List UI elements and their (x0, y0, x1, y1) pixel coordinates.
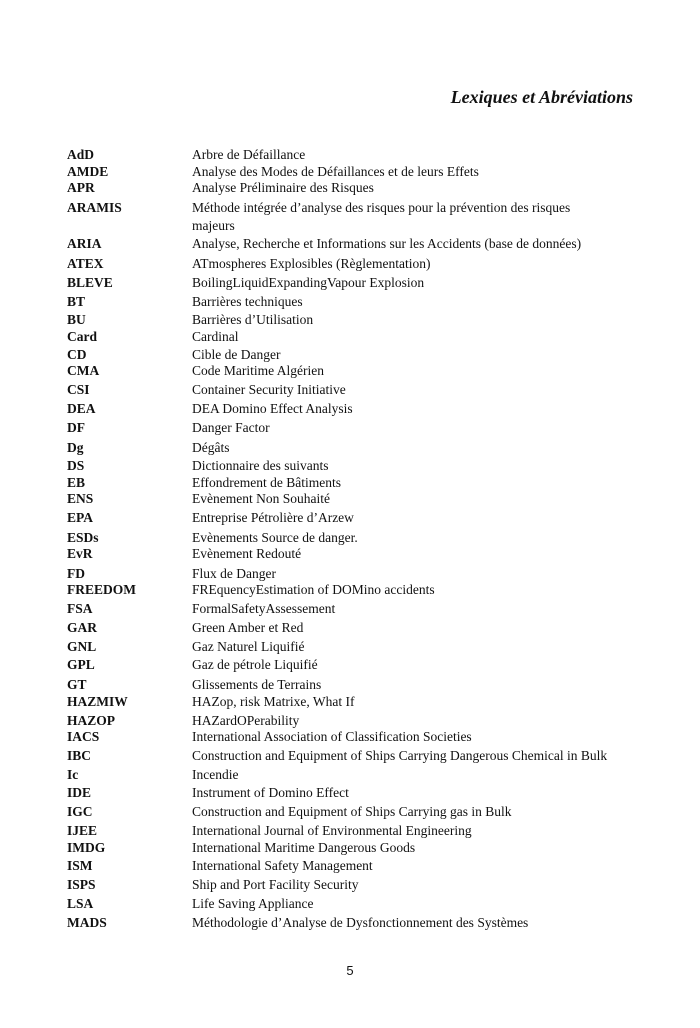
definition: Green Amber et Red (192, 620, 304, 635)
definition: HAZop, risk Matrixe, What If (192, 694, 355, 709)
definition: Evènements Source de danger. (192, 530, 358, 545)
list-item (67, 803, 647, 821)
abbreviation: Dg (67, 440, 84, 455)
definition: HAZardOPerability (192, 713, 300, 728)
list-item (67, 619, 647, 637)
abbreviation: ESDs (67, 530, 99, 545)
abbreviation: BLEVE (67, 275, 113, 290)
abbreviation: FD (67, 566, 85, 581)
abbreviation: DS (67, 458, 85, 473)
definition: FREquencyEstimation of DOMino accidents (192, 582, 435, 597)
abbreviation: HAZOP (67, 713, 116, 728)
definition: DEA Domino Effect Analysis (192, 401, 353, 416)
list-item (67, 400, 647, 418)
list-item (67, 728, 647, 746)
list-item (67, 328, 647, 346)
list-item (67, 179, 647, 197)
abbreviation: AMDE (67, 164, 109, 179)
list-item (67, 255, 647, 273)
list-item (67, 235, 647, 253)
list-item (67, 457, 647, 475)
definition: Cible de Danger (192, 347, 281, 362)
list-item (67, 439, 647, 457)
definition: Barrières d’Utilisation (192, 312, 314, 327)
definition: Container Security Initiative (192, 382, 346, 397)
list-item (67, 581, 647, 599)
abbreviation: ISM (67, 858, 93, 873)
list-item (67, 914, 647, 932)
definition: Instrument of Domino Effect (192, 785, 349, 800)
definition: FormalSafetyAssessement (192, 601, 336, 616)
abbreviation: IMDG (67, 840, 106, 855)
abbreviation: EvR (67, 546, 93, 561)
list-item (67, 600, 647, 618)
list-item (67, 876, 647, 894)
abbreviation: GPL (67, 657, 95, 672)
abbreviation: APR (67, 180, 95, 195)
list-item (67, 839, 647, 857)
list-item (67, 509, 647, 527)
list-item (67, 895, 647, 913)
definition: Analyse des Modes de Défaillances et de leurs Effets (192, 164, 479, 179)
list-item (67, 747, 647, 765)
definition: Analyse, Recherche et Informations sur les Accidents (base de données) (192, 236, 582, 251)
abbreviation: CMA (67, 363, 100, 378)
abbreviation: AdD (67, 147, 95, 162)
abbreviation: EB (67, 475, 86, 490)
abbreviation: Ic (67, 767, 79, 782)
list-item (67, 766, 647, 784)
definition: Dictionnaire des suivants (192, 458, 329, 473)
definition: Code Maritime Algérien (192, 363, 324, 378)
list-item (67, 490, 647, 508)
abbreviation: DF (67, 420, 85, 435)
abbreviation: IACS (67, 729, 100, 744)
definition: International Safety Management (192, 858, 373, 873)
page-number: 5 (346, 963, 354, 978)
definition: Entreprise Pétrolière d’Arzew (192, 510, 354, 525)
list-item (67, 656, 647, 674)
definition: Analyse Préliminaire des Risques (192, 180, 374, 195)
definition: Barrières techniques (192, 294, 303, 309)
list-item (67, 362, 647, 380)
definition: Danger Factor (192, 420, 270, 435)
definition: Evènement Redouté (192, 546, 302, 561)
definition: Méthodologie d’Analyse de Dysfonctionnement des Systèmes (192, 915, 529, 930)
definition: Gaz Naturel Liquifié (192, 639, 305, 654)
list-item (67, 146, 647, 164)
definition: Construction and Equipment of Ships Carrying gas in Bulk (192, 804, 512, 819)
list-item (67, 311, 647, 329)
abbreviation: EPA (67, 510, 93, 525)
abbreviation: CSI (67, 382, 90, 397)
abbreviation: ISPS (67, 877, 96, 892)
definition: Méthode intégrée d’analyse des risques pour la prévention des risques majeurs (192, 200, 571, 233)
list-item (67, 693, 647, 711)
abbreviation: DEA (67, 401, 96, 416)
abbreviation: FSA (67, 601, 93, 616)
abbreviation: CD (67, 347, 87, 362)
list-item (67, 784, 647, 802)
abbreviation: ENS (67, 491, 94, 506)
list-item (67, 381, 647, 399)
abbreviation: IJEE (67, 823, 98, 838)
list-item (67, 638, 647, 656)
abbreviation: HAZMIW (67, 694, 128, 709)
list-item (67, 199, 647, 233)
abbreviation: GNL (67, 639, 97, 654)
definition: Effondrement de Bâtiments (192, 475, 341, 490)
abbreviation: IDE (67, 785, 92, 800)
abbreviation: BU (67, 312, 86, 327)
definition: Glissements de Terrains (192, 677, 322, 692)
definition: International Maritime Dangerous Goods (192, 840, 416, 855)
abbreviation: LSA (67, 896, 94, 911)
definition: Flux de Danger (192, 566, 276, 581)
definition: International Association of Classification Societies (192, 729, 472, 744)
abbreviation: GT (67, 677, 87, 692)
abbreviation: ARIA (67, 236, 102, 251)
list-item (67, 676, 647, 694)
definition: Incendie (192, 767, 239, 782)
definition: Construction and Equipment of Ships Carrying Dangerous Chemical in Bulk (192, 748, 608, 763)
list-item (67, 857, 647, 875)
abbreviation: GAR (67, 620, 97, 635)
definition: International Journal of Environmental Engineering (192, 823, 472, 838)
abbreviation: MADS (67, 915, 107, 930)
definition: Evènement Non Souhaité (192, 491, 330, 506)
definition: Dégâts (192, 440, 230, 455)
definition: BoilingLiquidExpandingVapour Explosion (192, 275, 425, 290)
page-title: Lexiques et Abréviations (450, 87, 633, 107)
definition: Arbre de Défaillance (192, 147, 306, 162)
list-item (67, 274, 647, 292)
list-item (67, 293, 647, 311)
definition: Cardinal (192, 329, 239, 344)
abbreviation: FREEDOM (67, 582, 136, 597)
definition: Life Saving Appliance (192, 896, 314, 911)
abbreviation: IGC (67, 804, 93, 819)
abbreviation: ATEX (67, 256, 104, 271)
abbreviation: IBC (67, 748, 92, 763)
list-item (67, 822, 647, 840)
list-item (67, 545, 647, 563)
abbreviation: Card (67, 329, 97, 344)
definition: Ship and Port Facility Security (192, 877, 359, 892)
list-item (67, 419, 647, 437)
abbreviation: ARAMIS (67, 200, 122, 215)
definition: ATmospheres Explosibles (Règlementation) (192, 256, 431, 271)
abbreviation: BT (67, 294, 86, 309)
definition: Gaz de pétrole Liquifié (192, 657, 318, 672)
